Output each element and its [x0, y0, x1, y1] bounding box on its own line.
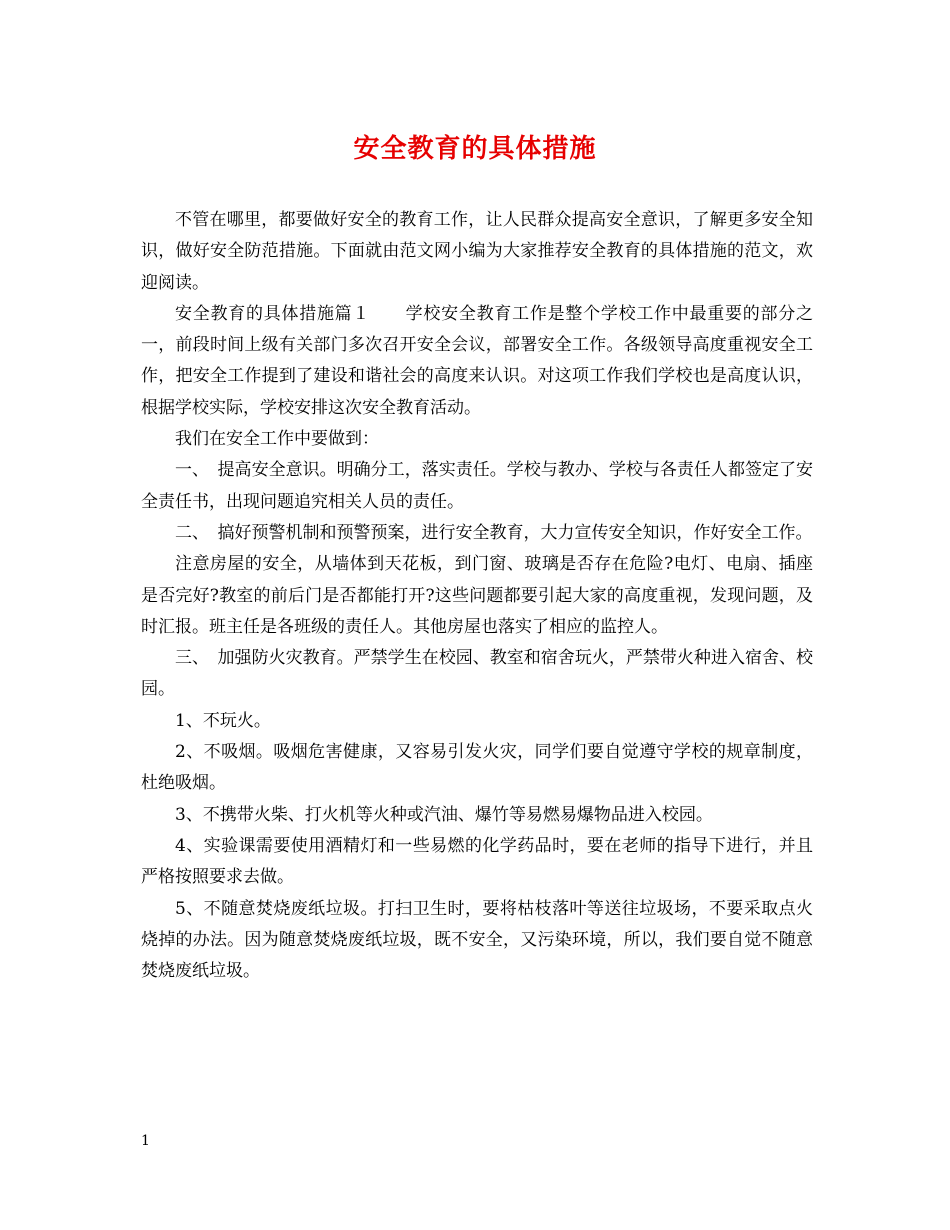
paragraph-intro: 不管在哪里，都要做好安全的教育工作，让人民群众提高安全意识，了解更多安全知识，做好安全防范措施。下面就由范文网小编为大家推荐安全教育的具体措施的范文，欢迎阅读。: [141, 210, 813, 293]
paragraph-item-one: 一、 提高安全意识。明确分工，落实责任。学校与教办、学校与各责任人都签定了安全责任书，出现问题追究相关人员的责任。: [141, 460, 813, 512]
document-body: [141, 205, 813, 987]
paragraph-building-safety: 注意房屋的安全，从墙体到天花板，到门窗、玻璃是否存在危险?电灯、电扇、插座是否完好?教室的前后门是否都能打开?这些问题都要引起大家的高度重视，发现问题，及时汇报。班主任是各班级的责任人。其他房屋也落实了相应的监控人。: [141, 554, 813, 637]
list-item-no-flammables: 3、不携带火柴、打火机等火种或汽油、爆竹等易燃易爆物品进入校园。: [175, 804, 713, 825]
list-item-lab-safety: 4、实验课需要使用酒精灯和一些易燃的化学药品时，要在老师的指导下进行，并且严格按照要求去做。: [141, 835, 813, 888]
paragraph-item-two: 二、 搞好预警机制和预警预案，进行安全教育，大力宣传安全知识，作好安全工作。: [175, 522, 813, 543]
list-item-no-smoking: 2、不吸烟。吸烟危害健康，又容易引发火灾，同学们要自觉遵守学校的规章制度，杜绝吸烟。: [141, 742, 813, 794]
list-item-no-burning: 5、不随意焚烧废纸垃圾。打扫卫生时，要将枯枝落叶等送往垃圾场，不要采取点火烧掉的办法。因为随意焚烧废纸垃圾，既不安全，又污染环境，所以，我们要自觉不随意焚烧废纸垃圾。: [141, 898, 813, 982]
document-title: 安全教育的具体措施: [353, 134, 597, 164]
list-item-no-fire-play: 1、不玩火。: [175, 710, 271, 731]
paragraph-requirements-heading: 我们在安全工作中要做到：: [175, 429, 379, 450]
paragraph-item-three: 三、 加强防火灾教育。严禁学生在校园、教室和宿舍玩火，严禁带火种进入宿舍、校园。: [141, 648, 813, 700]
page-number: 1: [141, 1133, 150, 1149]
paragraph-measures-1: 安全教育的具体措施篇１ 学校安全教育工作是整个学校工作中最重要的部分之一，前段时间上级有关部门多次召开安全会议，部署安全工作。各级领导高度重视安全工作，把安全工作提到了建设和谐社会的高度来认识。对这项工作我们学校也是高度认识，根据学校实际，学校安排这次安全教育活动。: [141, 303, 813, 418]
